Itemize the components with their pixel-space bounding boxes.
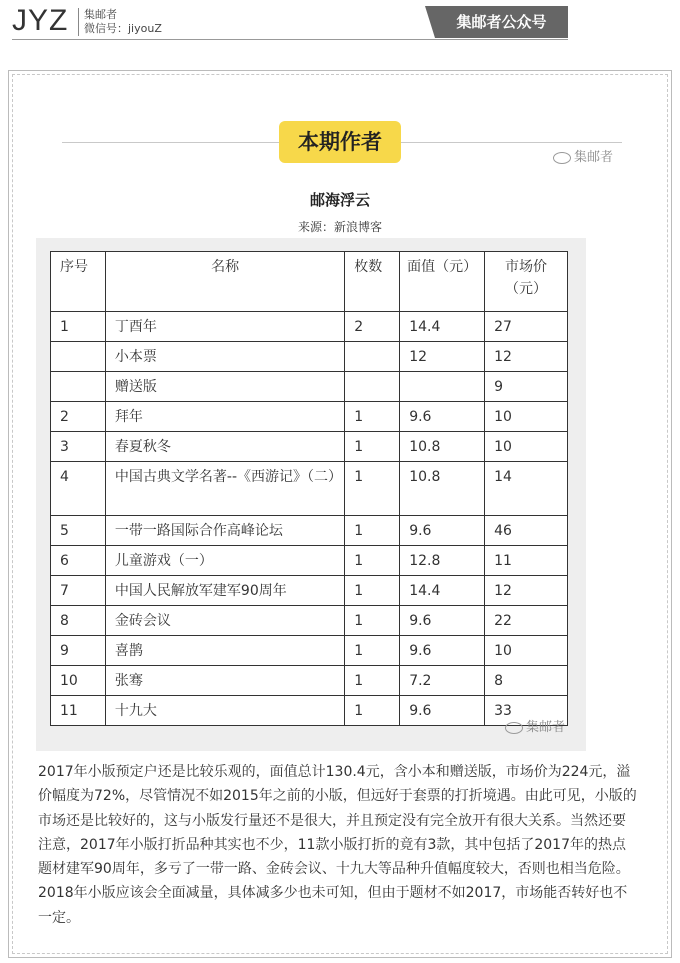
table-row <box>51 312 568 342</box>
cell-market: 27 <box>485 312 568 342</box>
cell-name: 拜年 <box>105 402 344 432</box>
cell-no: 1 <box>51 312 106 342</box>
cell-face: 9.6 <box>400 402 485 432</box>
header-divider <box>78 8 79 36</box>
cell-no: 11 <box>51 696 106 726</box>
table-row <box>51 402 568 432</box>
cell-no: 10 <box>51 666 106 696</box>
cell-count: 1 <box>345 462 400 516</box>
wechat-icon <box>553 152 571 164</box>
cell-no <box>51 372 106 402</box>
cell-name: 赠送版 <box>105 372 344 402</box>
cell-face: 9.6 <box>400 516 485 546</box>
cell-count: 1 <box>345 606 400 636</box>
cell-name: 十九大 <box>105 696 344 726</box>
cell-face: 12.8 <box>400 546 485 576</box>
cell-count: 1 <box>345 696 400 726</box>
account-name: 集邮者 <box>84 8 117 21</box>
cell-face: 9.6 <box>400 696 485 726</box>
stamp-table <box>50 251 568 726</box>
cell-count <box>345 372 400 402</box>
col-header-market: 市场价（元） <box>485 252 568 312</box>
cell-face: 14.4 <box>400 576 485 606</box>
cell-face: 14.4 <box>400 312 485 342</box>
cell-market: 12 <box>485 342 568 372</box>
cell-count: 1 <box>345 636 400 666</box>
cell-market: 46 <box>485 516 568 546</box>
author-title: 邮海浮云 <box>309 191 370 209</box>
table-header-row <box>51 252 568 312</box>
cell-face: 7.2 <box>400 666 485 696</box>
cell-count: 1 <box>345 666 400 696</box>
table-row <box>51 636 568 666</box>
cell-face: 9.6 <box>400 606 485 636</box>
cell-market: 33 <box>485 696 568 726</box>
cell-market: 22 <box>485 606 568 636</box>
source-line: 来源：新浪博客 <box>297 220 382 234</box>
account-tag[interactable]: 集邮者公众号 <box>435 6 568 38</box>
cell-count: 1 <box>345 402 400 432</box>
section-badge: 本期作者 <box>279 121 401 163</box>
cell-count: 1 <box>345 516 400 546</box>
cell-name: 中国古典文学名著--《西游记》（二） <box>105 462 344 516</box>
cell-market: 14 <box>485 462 568 516</box>
table-row <box>51 462 568 516</box>
cell-face: 12 <box>400 342 485 372</box>
cell-name: 小本票 <box>105 342 344 372</box>
table-row <box>51 342 568 372</box>
table-panel <box>36 238 586 751</box>
col-header-no: 序号 <box>51 252 106 312</box>
cell-no: 6 <box>51 546 106 576</box>
cell-name: 喜鹊 <box>105 636 344 666</box>
cell-count: 2 <box>345 312 400 342</box>
cell-no: 3 <box>51 432 106 462</box>
account-info <box>84 8 162 36</box>
cell-market: 12 <box>485 576 568 606</box>
cell-name: 春夏秋冬 <box>105 432 344 462</box>
col-header-face: 面值（元） <box>400 252 485 312</box>
cell-market: 10 <box>485 636 568 666</box>
cell-name: 一带一路国际合作高峰论坛 <box>105 516 344 546</box>
wechat-id: 微信号：jiyouZ <box>84 22 162 35</box>
cell-name: 中国人民解放军建军90周年 <box>105 576 344 606</box>
cell-count: 1 <box>345 576 400 606</box>
body-paragraph: 2017年小版预定户还是比较乐观的，面值总计130.4元，含小本和赠送版，市场价为224元，溢价幅度为72%，尽管情况不如2015年之前的小版，但远好于套票的打折境遇。由此可见，小版的市场还是比较好的，这与小版发行量还不是很大，并且预定没有完全放开有很大关系。当然还要注意，2017年小版打折品种其实也不少，11款小版打折的竟有3款，其中包括了2017年的热点题材建军90周年，多亏了一带一路、金砖会议、十九大等品种升值幅度较大，否则也相当危险。2018年小版应该会全面减量，具体减多少也未可知，但由于题材不如2017，市场能否转好也不一定。 <box>38 764 637 926</box>
brand-logo: JYZ <box>12 4 69 37</box>
cell-no: 9 <box>51 636 106 666</box>
cell-no: 4 <box>51 462 106 516</box>
cell-market: 10 <box>485 402 568 432</box>
watermark: 集邮者 <box>505 716 565 735</box>
cell-no <box>51 342 106 372</box>
header-underline <box>12 39 568 40</box>
cell-name: 丁酉年 <box>105 312 344 342</box>
table-row <box>51 666 568 696</box>
table-row <box>51 576 568 606</box>
cell-count: 1 <box>345 432 400 462</box>
cell-name: 金砖会议 <box>105 606 344 636</box>
cell-market: 10 <box>485 432 568 462</box>
table-row <box>51 372 568 402</box>
cell-no: 7 <box>51 576 106 606</box>
cell-face: 10.8 <box>400 432 485 462</box>
table-row <box>51 696 568 726</box>
cell-face: 9.6 <box>400 636 485 666</box>
cell-count <box>345 342 400 372</box>
cell-no: 8 <box>51 606 106 636</box>
col-header-count: 枚数 <box>345 252 400 312</box>
cell-no: 2 <box>51 402 106 432</box>
cell-face <box>400 372 485 402</box>
cell-market: 9 <box>485 372 568 402</box>
page-header <box>0 0 680 44</box>
watermark: 集邮者 <box>553 146 613 165</box>
table-row <box>51 606 568 636</box>
table-row <box>51 546 568 576</box>
table-row <box>51 516 568 546</box>
cell-name: 儿童游戏（一） <box>105 546 344 576</box>
cell-face: 10.8 <box>400 462 485 516</box>
cell-count: 1 <box>345 546 400 576</box>
table-row <box>51 432 568 462</box>
col-header-name: 名称 <box>105 252 344 312</box>
cell-market: 11 <box>485 546 568 576</box>
cell-name: 张骞 <box>105 666 344 696</box>
cell-market: 8 <box>485 666 568 696</box>
wechat-icon <box>505 722 523 734</box>
cell-no: 5 <box>51 516 106 546</box>
